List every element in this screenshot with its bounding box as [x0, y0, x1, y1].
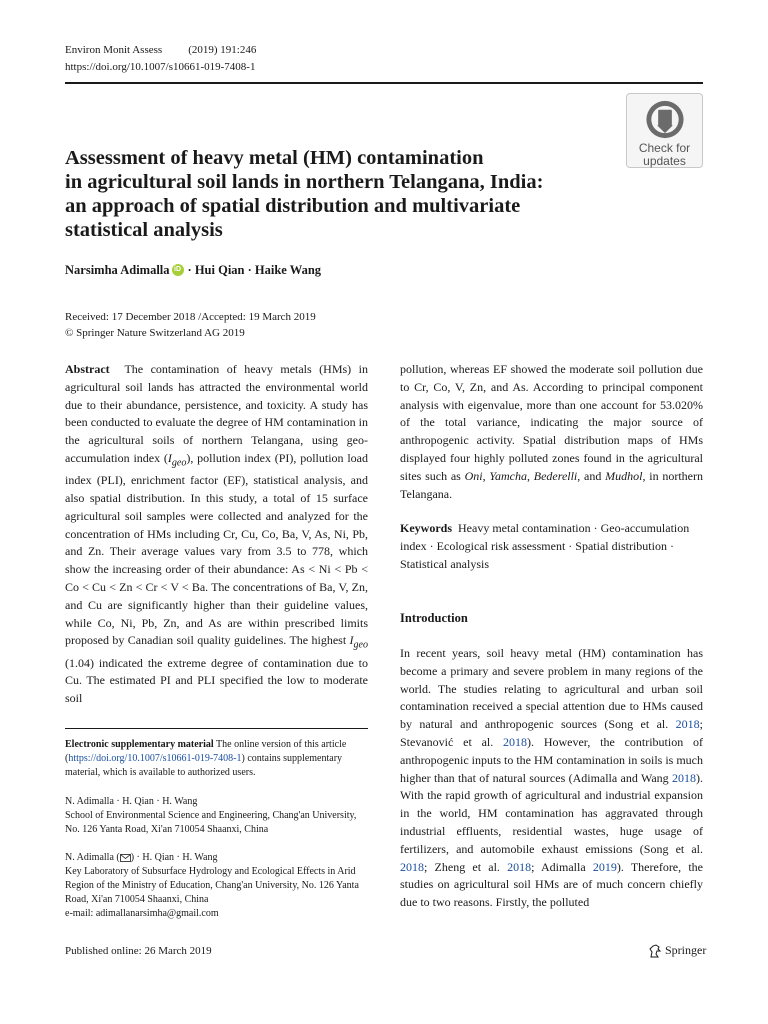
published-date: Published online: 26 March 2019	[65, 945, 212, 957]
abstract-right-column	[400, 361, 703, 503]
affiliation-1	[65, 795, 368, 837]
copyright: © Springer Nature Switzerland AG 2019	[65, 327, 245, 339]
supplementary-note: Electronic supplementary material The online version of this article (https://doi.org/10.1007/s10661-019-7408-1) contains supplementary material, which is available to authorized users.	[65, 739, 347, 778]
citation-link[interactable]: 2018	[507, 859, 532, 874]
affiliation-2	[65, 851, 368, 921]
springer-horse-icon	[648, 944, 662, 958]
header-rule	[65, 82, 703, 84]
citation-link[interactable]: 2019	[592, 859, 617, 874]
article-dates	[65, 309, 316, 341]
keywords-label: Keywords	[400, 521, 452, 535]
introduction-heading: Introduction	[400, 611, 468, 625]
abstract-left-column	[65, 361, 368, 708]
supplementary-link[interactable]: https://doi.org/10.1007/s10661-019-7408-1	[68, 753, 242, 764]
journal-volume: (2019) 191:246	[188, 44, 257, 56]
author-first[interactable]: Narsimha Adimalla	[65, 263, 170, 277]
journal-header	[65, 43, 256, 57]
keywords-text: Heavy metal contamination · Geo-accumulation index · Ecological risk assessment · Spatial distribution · Statistical analysis	[400, 521, 690, 571]
footnote-rule	[65, 728, 368, 729]
abstract-label: Abstract	[65, 362, 110, 376]
author-others[interactable]: · Hui Qian · Haike Wang	[187, 263, 322, 277]
check-for-updates-badge[interactable]	[626, 93, 703, 168]
affiliation-names: N. Adimalla ( ) · H. Qian · H. Wang	[65, 852, 218, 863]
author-list	[65, 262, 321, 278]
affiliation-address: Key Laboratory of Subsurface Hydrology and Ecological Effects in Arid Region of the Ministry of Education, Chang'an University, No. 126 Yanta Road, Xi'an 710054 Shaanxi, China	[65, 866, 359, 905]
springer-logo	[648, 943, 706, 958]
badge-line2: updates	[643, 154, 686, 168]
orcid-icon[interactable]: iD	[172, 264, 184, 276]
introduction-text: In recent years, soil heavy metal (HM) contamination has become a primary and severe problem in many regions of the world. The studies relating to agricultural and urban soil contamination received a special attention due to HMs caused by natural and anthropogenic sources (Song et al. 2018; Stevanović et al. 2018). However, the contribution of anthropogenic inputs to the HM contamination in soils is much higher than that of natural sources (Adimalla and Wang 2018). With the rapid growth of agricultural and industrial expansion in the world, HM contamination has aggravated through industrial effluents, residential wastes, huge usage of fertilizers, and automobile exhaust emissions (Song et al. 2018; Zheng et al. 2018; Adimalla 2019). Therefore, the studies on agricultural soil HMs are of much concern chiefly due to two reasons. Firstly, the polluted	[400, 646, 704, 910]
title-line: Assessment of heavy metal (HM) contamination	[65, 147, 484, 169]
citation-link[interactable]: 2018	[675, 717, 700, 732]
doi-link[interactable]: https://doi.org/10.1007/s10661-019-7408-1	[65, 61, 256, 73]
title-line: in agricultural soil lands in northern Telangana, India:	[65, 171, 544, 193]
abstract-text: Abstract The contamination of heavy metals (HMs) in agricultural soil lands has attracted the environmental world due to their abundance, persistence, and toxicity. A study has been conducted to evaluate the degree of HM contamination in the agricultural soils of northern Telangana, using geo-accumulation index $(I_{geo})$, pollution index (PI), pollution load index (PLI), enrichment factor (EF), statistical analysis, and also spatial distribution. In this study, a total of 15 surface agricultural soil samples were collected and analyzed for the concentration of HMs including Cr, Cu, Co, Ba, V, As, Ni, Pb, and Zn. Their average values vary from 3.5 to 778, which show the increasing order of their abundance: As < Ni < Pb < Co < Cu < Zn < Cr < V < Ba. The concentrations of Ba, V, Zn, and Cu are significantly higher than their guideline values, while Co, Ni, Pb, Zn, and As are within prescribed limits proposed by Canadian soil quality guidelines. The highest $I_{geo}$ (1.04) indicated the extreme degree of contamination due to Cu. The estimated PI and PLI specified the low to moderate soil	[65, 362, 369, 706]
check-updates-icon	[643, 98, 687, 141]
publisher-name: Springer	[665, 943, 707, 957]
citation-link[interactable]: 2018	[400, 859, 424, 874]
journal-name: Environ Monit Assess	[65, 44, 163, 56]
author-email[interactable]: e-mail: adimallanarsimha@gmail.com	[65, 908, 219, 919]
keywords-block	[400, 520, 703, 573]
badge-line1: Check for	[638, 141, 691, 155]
abstract-continued: pollution, whereas EF showed the moderate soil pollution due to Cr, Co, V, Zn, and As. According to principal component analysis with eigenvalue, more than one account for 53.020% of the total variance, indicating the major source of anthropogenic activity. Spatial distribution maps of HMs displayed four highly polluted zones found in the agricultural sites such as Oni, Yamcha, Bederelli, and Mudhol, in northern Telangana.	[400, 362, 703, 501]
supplementary-label: Electronic supplementary material	[65, 739, 214, 750]
title-line: statistical analysis	[65, 219, 223, 241]
citation-link[interactable]: 2018	[672, 770, 696, 785]
citation-link[interactable]: 2018	[503, 734, 528, 749]
article-title	[65, 146, 625, 242]
title-line: an approach of spatial distribution and multivariate	[65, 195, 521, 217]
affiliation-address: School of Environmental Science and Engineering, Chang'an University, No. 126 Yanta Road, Xi'an 710054 Shaanxi, China	[65, 810, 357, 835]
envelope-icon	[120, 854, 131, 862]
received-accepted: Received: 17 December 2018 /Accepted: 19 March 2019	[65, 311, 316, 323]
affiliation-names: N. Adimalla · H. Qian · H. Wang	[65, 796, 198, 807]
